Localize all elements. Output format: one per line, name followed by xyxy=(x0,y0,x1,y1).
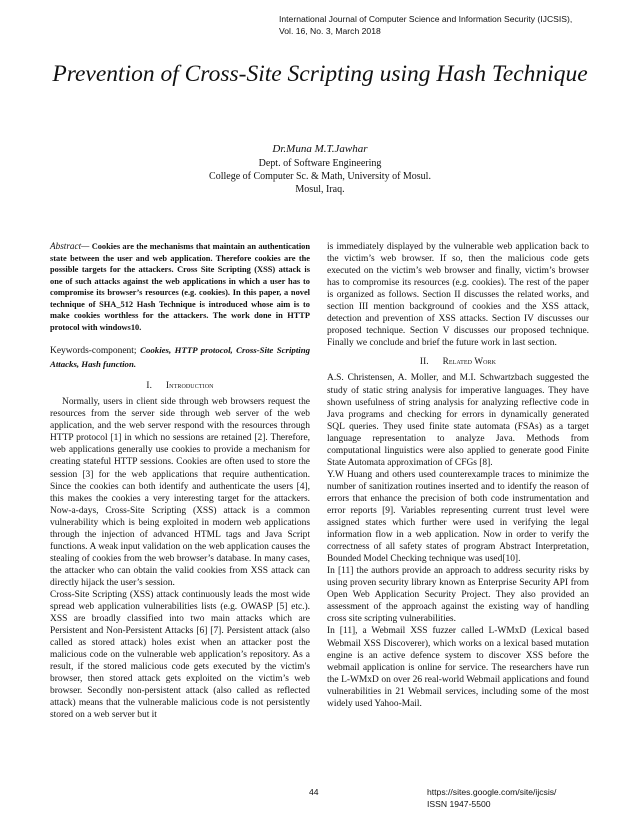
section-number: I. xyxy=(146,380,152,391)
keywords-terms: Cookies, HTTP protocol, Cross-Site Scripting Attacks, Hash function. xyxy=(50,345,311,369)
paragraph: In [11], a Webmail XSS fuzzer called L-WMxD (Lexical based Webmail XSS Discoverer), which works on a lexical based mutation engine is an active defence system to discover XSS before the webmail application is online for service. The researchers have run the L-WMxD on over 26 real-world Webmail applications and found vulnerabilities in 21 Webmail services, including some of the most widely used Yahoo-Mail. xyxy=(327,626,589,709)
paper-title: Prevention of Cross-Site Scripting using Hash Technique xyxy=(52,61,588,87)
paragraph: A.S. Christensen, A. Moller, and M.I. Schwartzbach suggested the study of static string analysis for imperative languages. They have shown usefulness of string analysis for analyzing reflective code in Java programs and checking for errors in dynamically generated SQL queries. They used finite state automata (FSAs) as a target language representation to analyze Java. Methods from computational linguistics were also applied to generate good Finite State Automata approximation of CFGs [8]. xyxy=(327,373,589,468)
footer-info xyxy=(427,787,556,810)
author-dept: Dept. of Software Engineering xyxy=(258,158,382,169)
section-number: II. xyxy=(419,356,429,367)
paragraph: In [11] the authors provide an approach to address security risks by using proven security library known as Enterprise Security API from Open Web Application Security Project. They also provided an assessment of the approach against the existing way of handling cross site scripting vulnerabilities. xyxy=(327,566,589,625)
author-block xyxy=(100,142,540,196)
page-number: 44 xyxy=(309,787,319,797)
keywords-label: Keywords-component; xyxy=(50,346,137,356)
section-title: Introduction xyxy=(165,380,214,391)
journal-volume: Vol. 16, No. 3, March 2018 xyxy=(279,25,381,36)
left-column xyxy=(50,241,310,722)
paragraph: Normally, users in client side through web browsers request the resources from the server side through web server of the web application, and the web server respond with the resources through HTTP protocol [1] in which no sessions are retained [2]. Therefore, web applications generally use cookies to provide a mechanism for creating stateful HTTP sessions. Cookies are often used to store the session [3] for the web applications that require authentication. Since the cookies can both identify and authenticate the users [4], this makes the cookies a very interesting target for the attackers. Now-a-days, Cross-Site Scripting (XSS) attack is a common vulnerability which is being exploited in modern web applications through the injection of advanced HTML tags and Java Script functions. A weak input validation on the web application causes the stealing of cookies from the web browser’s database. In many cases, the attacker who can obtain the valid cookies from XSS attack can directly hijack the user’s session. xyxy=(50,397,310,588)
footer-url: https://sites.google.com/site/ijcsis/ xyxy=(427,787,557,797)
section-title: Related Work xyxy=(442,356,497,367)
paragraph: is immediately displayed by the vulnerable web application back to the victim’s web browser. If so, then the malicious code gets executed on the victim’s web browser and finally, victim’s browser has to compromise its resources (e.g. cookies). The rest of the paper is organized as follows. Section II discusses the related works, and section III mention background of cookies and the XSS attack, detection and prevention of XSS attacks. Section IV discusses our proposed technique. Section V discusses our proposed technique. Finally we conclude and brief the future work in last section. xyxy=(327,242,589,349)
author-location: Mosul, Iraq. xyxy=(295,183,345,195)
author-name: Dr.Muna M.T.Jawhar xyxy=(272,143,368,155)
footer-issn: ISSN 1947-5500 xyxy=(427,798,491,809)
abstract xyxy=(50,241,310,333)
section-heading-introduction xyxy=(50,379,310,391)
paragraph: Y.W Huang and others used counterexample traces to minimize the number of sanitization routines inserted and to identify the reason of errors that enhance the precision of both code instrumentation and error reports [9]. Variables representing current trust level were assigned states which further were used in verifying the legal information flow in a web application. Now in order to verify the correctness of all safety states of program Abstract Interpretation, Bounded Model Checking technique was used[10]. xyxy=(327,469,589,565)
paragraph: Cross-Site Scripting (XSS) attack continuously leads the most wide spread web application vulnerabilities lists (e.g. OWASP [5] etc.). XSS are broadly classified into two main attacks which are Persistent and Non-Persistent Attacks [6] [7]. Persistent attack (also called as stored attack) holes exist when an attacker post the malicious code on the vulnerable web application’s repository. As a result, if the stored malicious code gets executed by the victim's browser, then stored attack gets exploited on the victim’s web browser. Secondly non-persistent attack (also called as reflected attack) means that the vulnerable malicious code is not persistently stored on a web server but it xyxy=(50,589,310,721)
journal-name: International Journal of Computer Science and Information Security (IJCSIS), xyxy=(279,14,573,24)
keywords xyxy=(50,344,310,371)
journal-header xyxy=(279,14,572,37)
author-college: College of Computer Sc. & Math, University of Mosul. xyxy=(209,170,431,182)
abstract-text: Cookies are the mechanisms that maintain an authentication state between the user and web application. Therefore cookies are the possible targets for the attackers. Cross Site Scripting (XSS) attack is one of such attacks against the web applications in which a user has to compromise its browser’s resources (e.g. cookies). In this paper, a novel technique of SHA_512 Hash Technique is introduced whose aim is to make cookies worthless for the attackers. The work done in HTTP protocol with windows10. xyxy=(50,242,311,332)
section-heading-related-work xyxy=(327,355,589,367)
abstract-label: Abstract— xyxy=(50,241,90,251)
right-column xyxy=(327,241,589,710)
